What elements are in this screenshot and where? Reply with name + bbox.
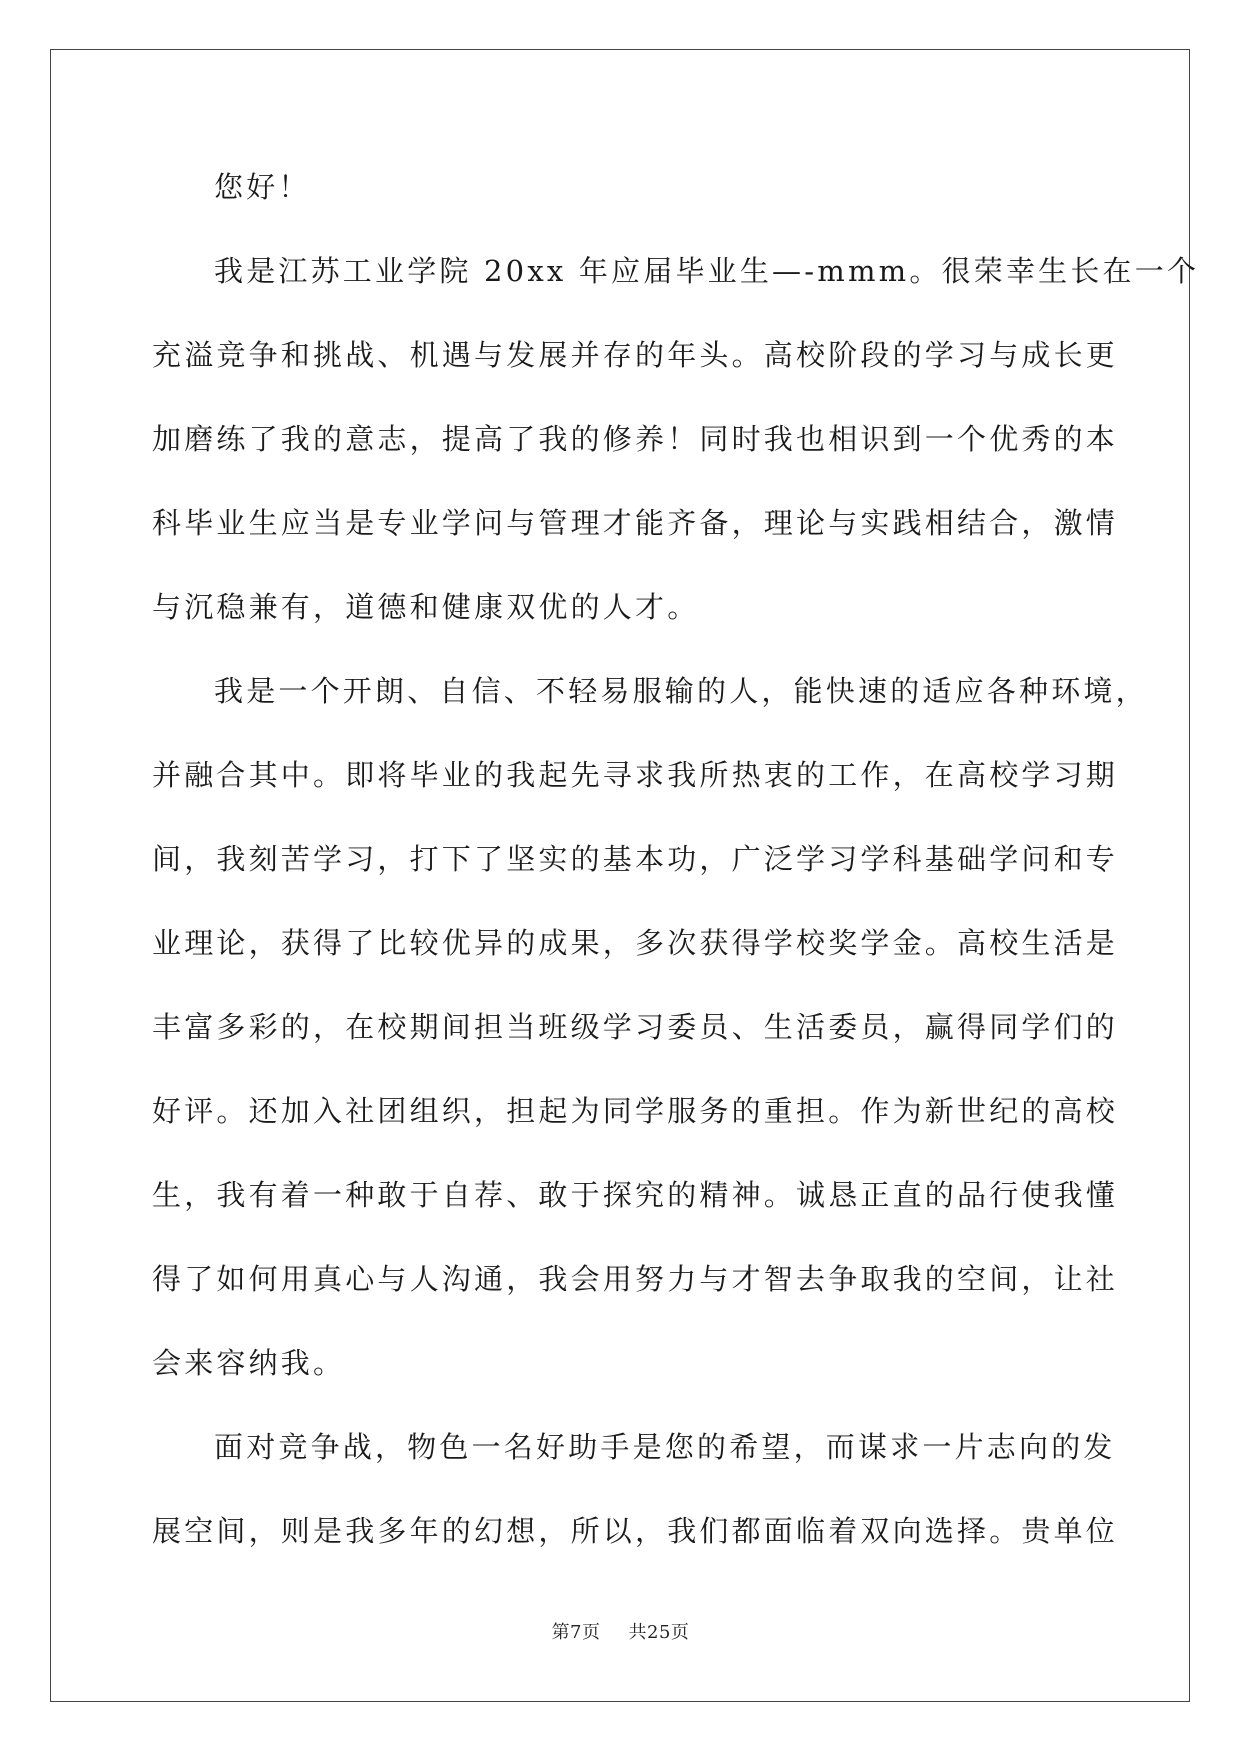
total-pages: 共25页 (628, 1622, 690, 1643)
text-line: 业理论，获得了比较优异的成果，多次获得学校奖学金。高校生活是 (152, 926, 1119, 960)
document-body (152, 162, 1200, 1590)
text-line: 与沉稳兼有，道德和健康双优的人才。 (152, 590, 700, 624)
text-line: 并融合其中。即将毕业的我起先寻求我所热衷的工作，在高校学习期 (152, 758, 1119, 792)
text-line: 得了如何用真心与人沟通，我会用努力与才智去争取我的空间，让社 (152, 1262, 1119, 1296)
text-line: 您好！ (214, 170, 311, 204)
text-line: 丰富多彩的，在校期间担当班级学习委员、生活委员，赢得同学们的 (152, 1010, 1119, 1044)
page-footer (0, 1618, 1241, 1644)
text-line: 间，我刻苦学习，打下了坚实的基本功，广泛学习学科基础学问和专 (152, 842, 1119, 876)
text-line: 会来容纳我。 (152, 1346, 346, 1380)
text-line: 加磨练了我的意志，提高了我的修养！同时我也相识到一个优秀的本 (152, 422, 1119, 456)
text-line: 好评。还加入社团组织，担起为同学服务的重担。作为新世纪的高校 (152, 1094, 1119, 1128)
text-line: 充溢竞争和挑战、机遇与发展并存的年头。高校阶段的学习与成长更 (152, 338, 1119, 372)
text-line: 我是江苏工业学院 20xx 年应届毕业生—-mmm。很荣幸生长在一个 (214, 254, 1200, 288)
text-line: 展空间，则是我多年的幻想，所以，我们都面临着双向选择。贵单位 (152, 1514, 1119, 1548)
page-number: 第7页 (551, 1622, 601, 1643)
text-line: 我是一个开朗、自信、不轻易服输的人，能快速的适应各种环境， (214, 674, 1148, 708)
text-line: 科毕业生应当是专业学问与管理才能齐备，理论与实践相结合，激情 (152, 506, 1119, 540)
text-line: 生，我有着一种敢于自荐、敢于探究的精神。诚恳正直的品行使我懂 (152, 1178, 1119, 1212)
text-line: 面对竞争战，物色一名好助手是您的希望，而谋求一片志向的发 (214, 1430, 1116, 1464)
